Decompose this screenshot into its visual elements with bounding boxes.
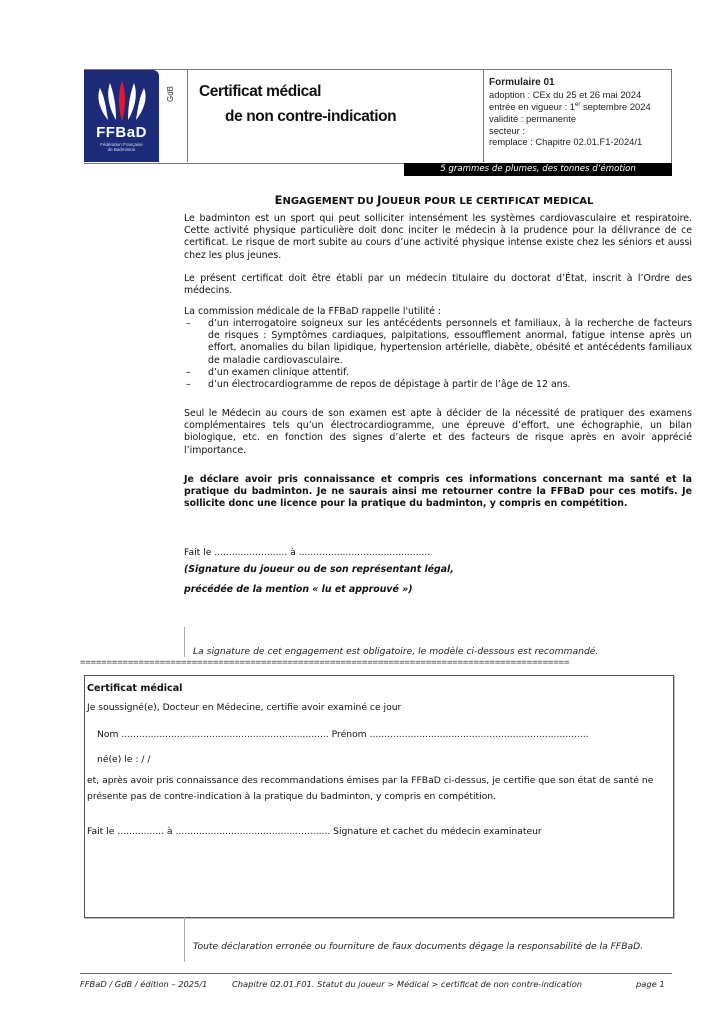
shuttlecock-feathers-icon: [94, 80, 149, 124]
footer-edition: FFBaD / GdB / édition – 2025/1: [80, 979, 208, 989]
list-item-text: d’un électrocardiogramme de repos de dépistage à partir de l’âge de 12 ans.: [208, 379, 571, 391]
header-right-border: [671, 69, 672, 176]
list-item-text: d’un interrogatoire soigneux sur les antécédents personnels et familiaux, à la recherche de facteurs de risques : Symptômes cardiaques, palpitations, essoufflement anormal, fatigue intense après un effort, anomalies du bilan lipidique, hypertension artérielle, diabète, obésité et antécédents familiaux de maladie cardiovasculaire.: [208, 318, 692, 366]
slogan-banner: 5 grammes de plumes, des tonnes d’émotion: [404, 163, 672, 176]
adoption-info: adoption : CEx du 25 et 26 mai 2024: [489, 88, 642, 100]
page-title-line2: de non contre-indication: [225, 108, 397, 125]
ffbad-logo: [84, 70, 159, 162]
list-item: [184, 318, 692, 367]
title-part2: OUEUR POUR LE CERTIFICAT MEDICAL: [381, 196, 594, 207]
entry-sup: er: [575, 102, 581, 109]
recommendations-list: [184, 318, 692, 391]
title-part1: NGAGEMENT DU: [282, 196, 378, 207]
list-dash: –: [186, 318, 191, 329]
validity-info: validité : permanente: [489, 112, 577, 124]
note-bar: [184, 627, 185, 657]
list-item: [184, 367, 692, 379]
disclaimer: Toute déclaration erronée ou fourniture de faux documents dégage la responsabilité de la FFBaD.: [193, 941, 644, 952]
footer-divider: [80, 973, 672, 974]
entry-into-force: [489, 100, 651, 113]
sector-info: secteur :: [489, 124, 525, 136]
page-title-line1: Certificat médical: [199, 83, 322, 100]
replaces-info: remplace : Chapitre 02.01.F1-2024/1: [489, 136, 643, 148]
entry-suffix: septembre 2024: [580, 101, 651, 113]
commission-paragraph: La commission médicale de la FFBaD rappelle l'utilité :: [184, 306, 442, 317]
player-date-place-field[interactable]: Fait le ......................... à .............................................: [184, 547, 431, 558]
list-item: [184, 379, 692, 391]
certificate-intro: Je soussigné(e), Docteur en Médecine, certifie avoir examiné ce jour: [87, 702, 402, 713]
footer-chapter: Chapitre 02.01.F01. Statut du joueur > Médical > certificat de non contre-indication: [232, 979, 583, 989]
form-metadata: [489, 77, 651, 148]
engagement-title: [184, 193, 684, 207]
physician-decision-paragraph: Seul le Médecin au cours de son examen est apte à décider de la nécessité de pratiquer des examens complémentaires tels qu’un électrocardiogramme, une épreuve d’effort, une échographie, un bilan biologique, etc. en fonction des signes d’alerte et des facteurs de risque après en avoir apprécié l’importance.: [184, 408, 692, 456]
certificate-title: Certificat médical: [87, 683, 183, 694]
intro-paragraph: Le badminton est un sport qui peut solliciter intensément les systèmes cardiovasculaire et respiratoire. Cette activité physique particulière doit donc inciter le médecin à la prudence pour la délivrance de ce certificat. Le risque de mort subite au cours d’une activité physique intense existe chez les séniors et aussi chez les plus jeunes.: [184, 213, 692, 261]
doctor-date-place-signature-field[interactable]: Fait le ................ à ..................................................... Signature et cachet du médecin examinateur: [87, 826, 542, 837]
logo-subtitle-line2: de Badminton: [107, 147, 136, 152]
logo-subtitle: [84, 142, 159, 152]
cut-separator: ============================================================================================: [80, 658, 570, 668]
entry-prefix: entrée en vigueur : 1: [489, 101, 575, 113]
logo-subtitle-line1: Fédération Française: [100, 142, 143, 147]
signature-line2: précédée de la mention « lu et approuvé »): [184, 584, 413, 595]
birth-date-field[interactable]: né(e) le : / /: [97, 754, 151, 765]
form-label: Formulaire 01: [489, 77, 555, 88]
signature-note: La signature de cet engagement est obligatoire, le modèle ci-dessous est recommandé.: [193, 646, 599, 657]
doctor-requirement-paragraph: Le présent certificat doit être établi par un médecin titulaire du doctorat d’État, inscrit à l’Ordre des médecins.: [184, 273, 692, 297]
signature-line1: (Signature du joueur ou de son représentant légal,: [184, 564, 454, 575]
header-divider-left: [187, 69, 188, 162]
gdb-side-label: GdB: [166, 85, 175, 102]
footer-page-number: page 1: [636, 979, 665, 989]
name-firstname-field[interactable]: Nom ....................................................................... Prénom ...........................................................................: [97, 729, 589, 740]
list-dash: –: [186, 366, 191, 378]
list-dash: –: [186, 379, 191, 391]
player-declaration: Je déclare avoir pris connaissance et compris ces informations concernant ma santé et la pratique du badminton. Je ne saurais ainsi me retourner contre la FFBaD pour ces motifs. Je sollicite donc une licence pour la pratique du badminton, y compris en compétition.: [184, 474, 692, 510]
disclaimer-bar: [184, 917, 185, 962]
logo-name: FFBaD: [96, 124, 147, 141]
certificate-statement: et, après avoir pris connaissance des recommandations émises par la FFBaD ci-dessus, je certifie que son état de santé ne présente pas de contre-indication à la pratique du badminton, y compris en compétition.: [87, 775, 654, 802]
header-divider-right: [483, 69, 484, 162]
title-cap-j: J: [377, 193, 382, 207]
player-signature-instruction: [184, 560, 454, 600]
title-cap-e: E: [274, 193, 283, 207]
list-item-text: d’un examen clinique attentif.: [208, 366, 349, 378]
